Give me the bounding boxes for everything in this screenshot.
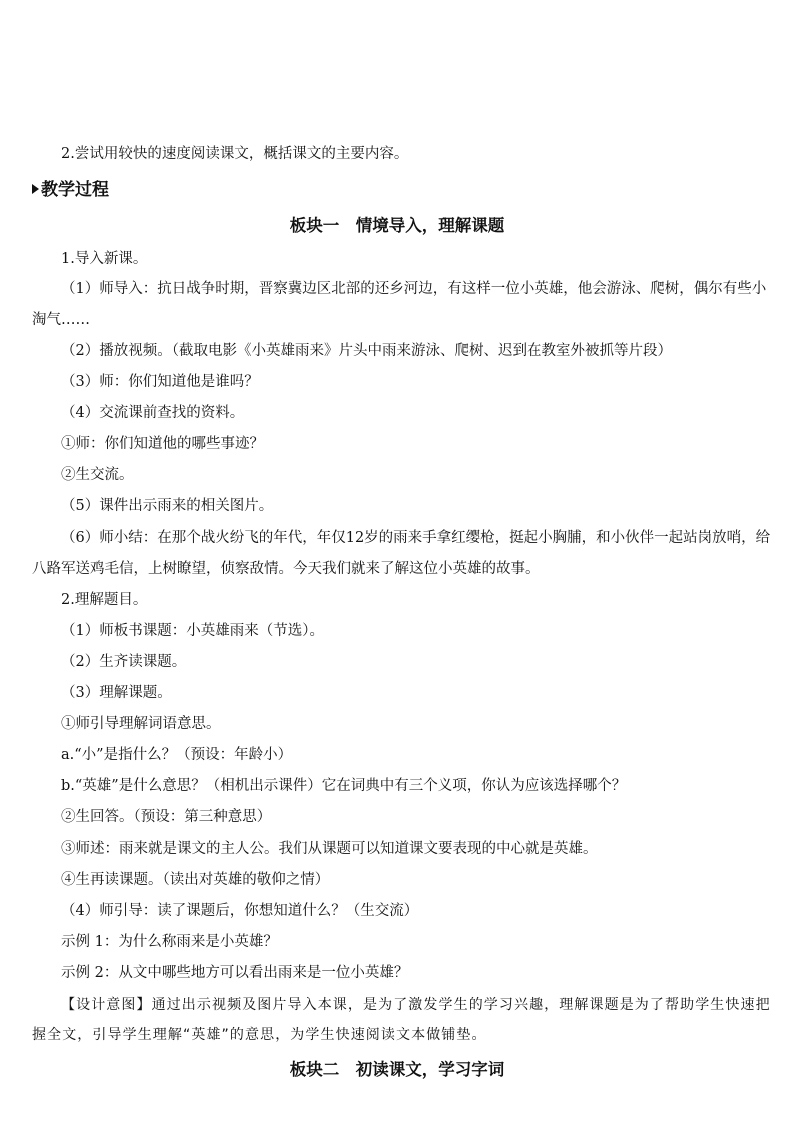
triangle-bullet-icon [32, 184, 39, 194]
block-1-title: 板块一 情境导入，理解课题 [289, 216, 505, 235]
step-2-3-c: ③师述：雨来就是课文的主人公。我们从课题可以知道课文要表现的中心就是英雄。 [61, 841, 598, 857]
step-2-3-b: ②生回答。（预设：第三种意思） [61, 809, 272, 825]
step-2-1: （1）师板书课题：小英雄雨来（节选）。 [61, 623, 324, 639]
step-1-1: （1）师导入：抗日战争时期，晋察冀边区北部的还乡河边，有这样一位小英雄，他会游泳、爬树，偶尔有些小淘气…… [32, 281, 767, 328]
step-2-3-a-a: a.“小”是指什么？（预设：年龄小） [61, 747, 293, 763]
step-2-3-d: ④生再读课题。（读出对英雄的敬仰之情） [61, 872, 330, 888]
step-2-3-a-b: b.“英雄”是什么意思？（相机出示课件）它在词典中有三个义项，你认为应该选择哪个？ [61, 778, 627, 794]
learning-goal-2: 2.尝试用较快的速度阅读课文，概括课文的主要内容。 [61, 146, 409, 162]
design-intent: 【设计意图】通过出示视频及图片导入本课，是为了激发学生的学习兴趣，理解课题是为了帮助学生快速把握全文，引导学生理解“英雄”的意思，为学生快速阅读文本做铺垫。 [32, 997, 771, 1043]
example-2: 示例 2：从文中哪些地方可以看出雨来是一位小英雄？ [61, 965, 409, 981]
step-1-2: （2）播放视频。（截取电影《小英雄雨来》片头中雨来游泳、爬树、迟到在教室外被抓等片段） [61, 343, 672, 359]
step-2-3-a: ①师引导理解词语意思。 [61, 716, 221, 732]
section-heading-text: 教学过程 [41, 180, 109, 200]
step-1-4-b: ②生交流。 [61, 467, 134, 483]
example-1: 示例 1：为什么称雨来是小英雄？ [61, 934, 278, 950]
step-1-5: （5）课件出示雨来的相关图片。 [61, 498, 274, 514]
step-2-2: （2）生齐读课题。 [61, 654, 187, 670]
step-1-6: （6）师小结：在那个战火纷飞的年代，年仅12岁的雨来手拿红缨枪，挺起小胸脯，和小伙伴一起站岗放哨，给八路军送鸡毛信，上树瞭望，侦察敌情。今天我们就来了解这位小英雄的故事。 [32, 530, 771, 577]
step-1-heading: 1.导入新课。 [61, 251, 148, 267]
step-2-heading: 2.理解题目。 [61, 592, 148, 608]
step-1-3: （3）师：你们知道他是谁吗？ [61, 374, 259, 390]
section-heading [32, 175, 109, 200]
step-1-4-a: ①师：你们知道他的哪些事迹？ [61, 436, 264, 452]
block-2-title: 板块二 初读课文，学习字词 [289, 1060, 505, 1079]
step-2-4: （4）师引导：读了课题后，你想知道什么？（生交流） [61, 903, 419, 919]
step-1-4: （4）交流课前查找的资料。 [61, 405, 245, 421]
step-2-3: （3）理解课题。 [61, 685, 172, 701]
